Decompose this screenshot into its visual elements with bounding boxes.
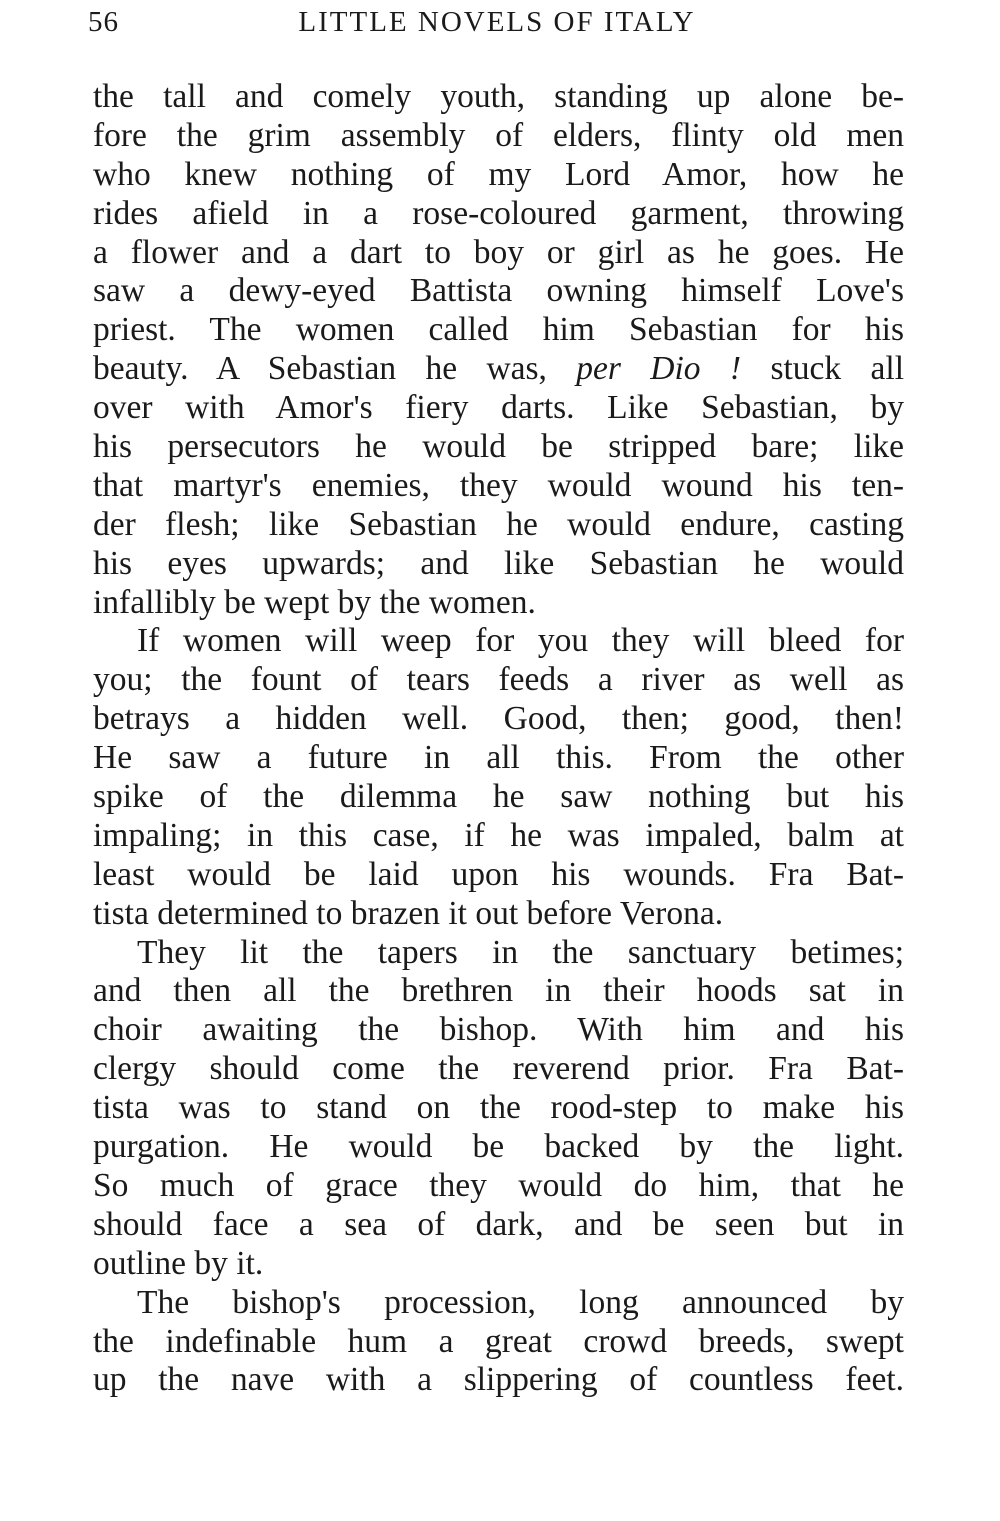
running-title: LITTLE NOVELS OF ITALY bbox=[298, 6, 696, 38]
text-line-with-italic bbox=[93, 350, 904, 389]
text-line: saw a dewy-eyed Battista owning himself Love's bbox=[93, 272, 904, 310]
running-head bbox=[88, 6, 906, 46]
text-line: choir awaiting the bishop. With him and his bbox=[93, 1011, 904, 1049]
text-line: clergy should come the reverend prior. Fra Bat- bbox=[93, 1050, 904, 1088]
text-line: He saw a future in all this. From the other bbox=[93, 739, 904, 777]
text-line: that martyr's enemies, they would wound his ten- bbox=[93, 466, 904, 504]
text-line: and then all the brethren in their hoods sat in bbox=[93, 972, 904, 1010]
text-run: beauty. A Sebastian he was, bbox=[93, 350, 577, 388]
paragraph-first-line: The bishop's procession, long announced by bbox=[137, 1283, 904, 1321]
text-line: der flesh; like Sebastian he would endure, casting bbox=[93, 505, 904, 543]
text-line: fore the grim assembly of elders, flinty old men bbox=[93, 116, 904, 154]
text-line: impaling; in this case, if he was impaled, balm at bbox=[93, 816, 904, 854]
text-run: stuck all bbox=[741, 350, 904, 388]
text-line: who knew nothing of my Lord Amor, how he bbox=[93, 155, 904, 193]
text-line: outline by it. bbox=[93, 1244, 264, 1282]
paragraph-first-line: If women will weep for you they will bleed for bbox=[137, 622, 904, 660]
italic-phrase: per Dio ! bbox=[576, 350, 742, 388]
text-line: should face a sea of dark, and be seen but in bbox=[93, 1205, 904, 1243]
text-line: spike of the dilemma he saw nothing but his bbox=[93, 778, 904, 816]
text-line: the indefinable hum a great crowd breeds, swept bbox=[93, 1322, 904, 1360]
text-line: his eyes upwards; and like Sebastian he would bbox=[93, 544, 904, 582]
text-line: the tall and comely youth, standing up alone be- bbox=[93, 78, 904, 115]
page-number: 56 bbox=[88, 6, 119, 38]
body-text bbox=[93, 78, 904, 1400]
text-line: rides afield in a rose-coloured garment, throwing bbox=[93, 194, 904, 232]
text-line: purgation. He would be backed by the light. bbox=[93, 1128, 904, 1166]
text-line: you; the fount of tears feeds a river as well as bbox=[93, 661, 904, 699]
text-line: So much of grace they would do him, that he bbox=[93, 1166, 904, 1204]
text-line: tista determined to brazen it out before Verona. bbox=[93, 894, 724, 932]
text-line: tista was to stand on the rood-step to make his bbox=[93, 1089, 904, 1127]
text-line: his persecutors he would be stripped bare; like bbox=[93, 428, 904, 466]
text-line: a flower and a dart to boy or girl as he goes. He bbox=[93, 233, 904, 271]
paragraph-first-line: They lit the tapers in the sanctuary betimes; bbox=[137, 933, 904, 971]
text-line: least would be laid upon his wounds. Fra Bat- bbox=[93, 855, 904, 893]
text-line: betrays a hidden well. Good, then; good, then! bbox=[93, 700, 904, 738]
text-line: infallibly be wept by the women. bbox=[93, 583, 536, 621]
text-line: up the nave with a slippering of countless feet. bbox=[93, 1361, 904, 1399]
text-line: priest. The women called him Sebastian for his bbox=[93, 311, 904, 349]
text-line: over with Amor's fiery darts. Like Sebastian, by bbox=[93, 389, 904, 427]
